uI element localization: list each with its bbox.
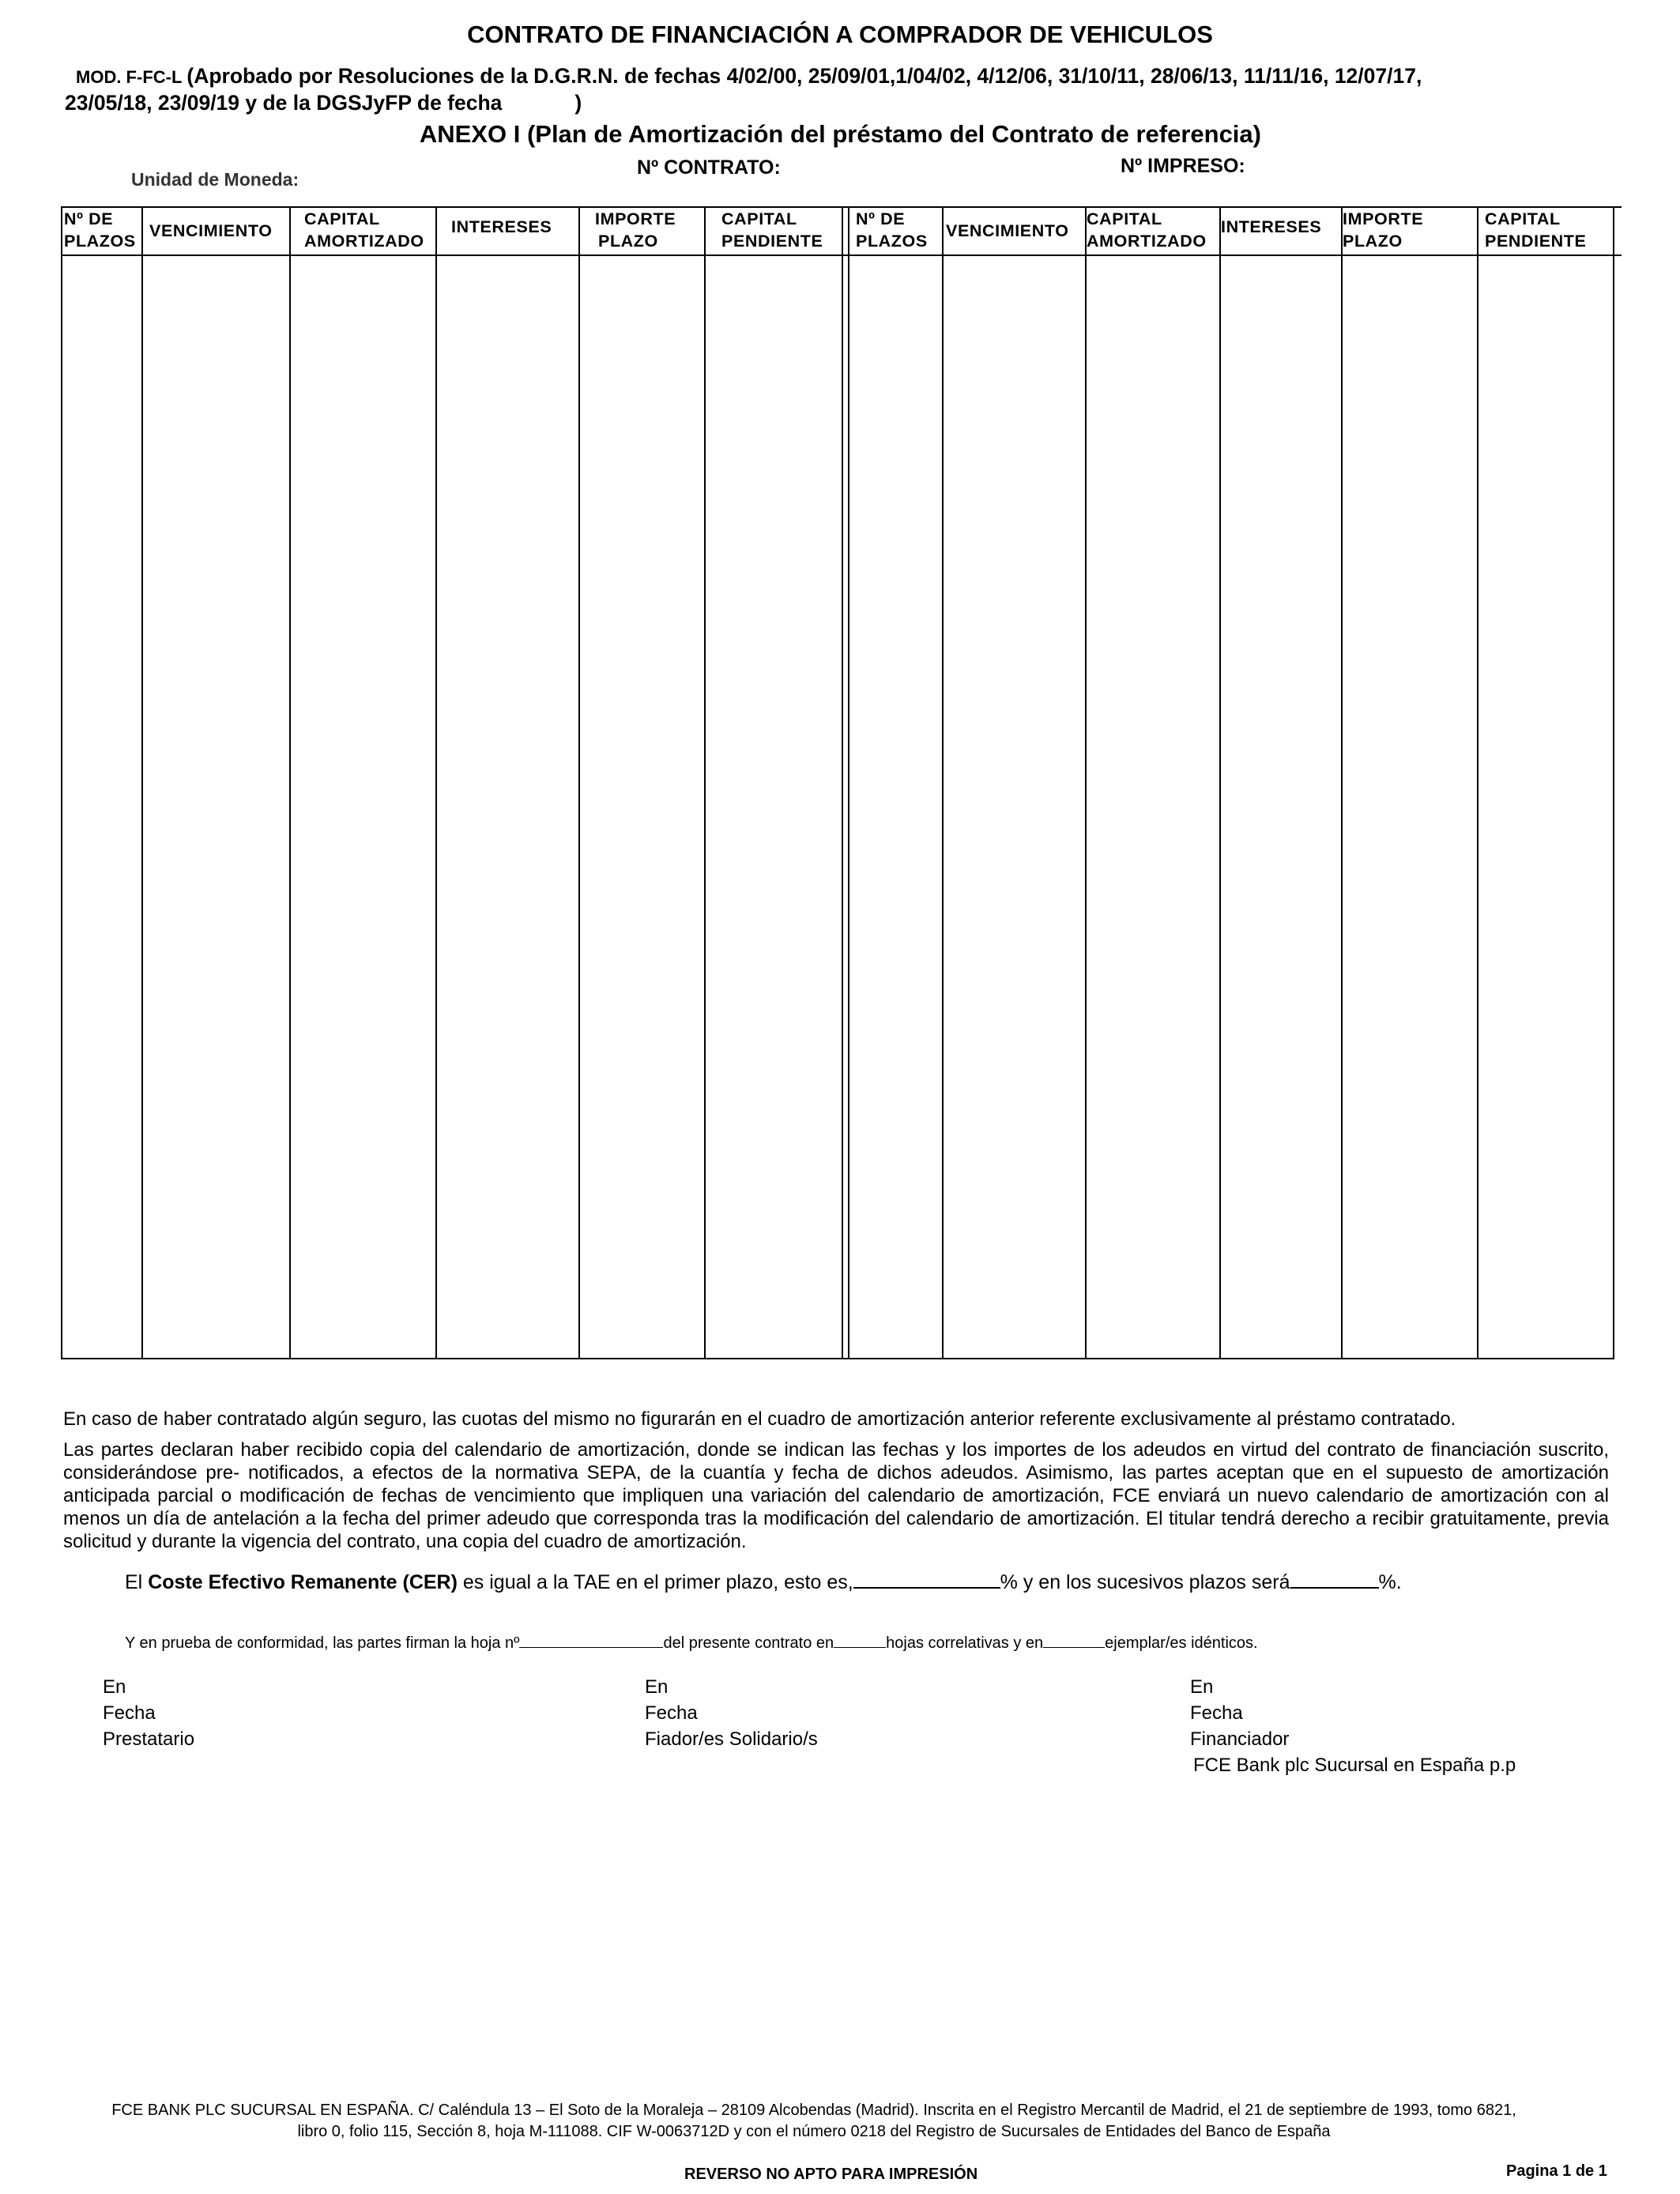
col-divider [435,206,437,1359]
insurance-note: En caso de haber contratado algún seguro, las cuotas del mismo no figurarán en el cuadro de amortización anterior referente exclusivamente al préstamo contratado. [63,1408,1456,1430]
signature-role: Fiador/es Solidario/s [645,1728,818,1750]
financier-entity: FCE Bank plc Sucursal en España p.p [1193,1755,1516,1776]
sheets-count-blank[interactable] [834,1647,886,1648]
parties-declaration: Las partes declaran haber recibido copia del calendario de amortización, donde se indican las fechas y los importes de los adeudos en virtud del contrato de financiación suscrito, considerándose pre- notificados, a efectos de la normativa SEPA, de la cuantía y fecha de dichos adeudos. Asimismo, las partes aceptan que en el supuesto de amortización anticipada parcial o modificación de fechas de vencimiento que impliquen una variación del calendario de amortización, FCE enviará un nuevo calendario de amortización con al menos un día de antelación a la fecha del primer adeudo que corresponda tras la modificación del calendario de amortización. El titular tendrá derecho a recibir gratuitamente, previa solicitud y durante la vigencia del contrato, una copia del cuadro de amortización. [63,1439,1609,1552]
table-bottom-border [61,1358,1614,1359]
conformity-statement: Y en prueba de conformidad, las partes firman la hoja nº del presente contrato en hojas correlativas y en ejemplar/es idénticos. [125,1634,1258,1652]
header-capital-amortizado: CAPITAL AMORTIZADO [304,209,424,251]
col-divider [289,206,291,1359]
sheet-number-blank[interactable] [519,1647,663,1648]
cer-following-blank[interactable] [1290,1587,1379,1589]
form-number-label: Nº IMPRESO: [1121,155,1245,177]
contract-number-label: Nº CONTRATO: [637,156,781,179]
cer-first-blank[interactable] [853,1587,1000,1589]
annex-title: ANEXO I (Plan de Amortización del préstamo del Contrato de referencia) [419,120,1261,148]
col-divider [61,206,62,1359]
col-divider [848,206,849,1359]
signature-date: Fecha [1190,1702,1243,1724]
header-capital-pendiente: CAPITAL PENDIENTE [721,209,823,251]
signature-date: Fecha [645,1702,698,1724]
signature-block-financier [1190,1674,1516,1778]
model-code: MOD. F-FC-L [76,67,183,87]
header-importe-plazo-right: IMPORTE PLAZO [1343,209,1424,251]
signature-role: Financiador [1190,1728,1290,1750]
signature-place: En [1190,1676,1214,1698]
footer-legal [47,2100,1580,2143]
col-divider [1477,206,1478,1359]
footer-line-2: libro 0, folio 115, Sección 8, hoja M-111088. CIF W-0063712D y con el número 0218 del Registro de Sucursales de Entidades del Banco de España [297,2123,1331,2140]
copies-count-blank[interactable] [1043,1647,1105,1648]
approval-text-line1: (Aprobado por Resoluciones de la D.G.R.N. de fechas 4/02/00, 25/09/01,1/04/02, 4/12/06, 31/10/11, 28/06/13, 11/11/16, 12/07/17, [186,64,1422,88]
header-plazos-right: Nº DE PLAZOS [856,209,928,251]
page-number: Pagina 1 de 1 [1506,2162,1607,2180]
cer-statement: El Coste Efectivo Remanente (CER) es igual a la TAE en el primer plazo, esto es, % y en los sucesivos plazos será %. [125,1571,1402,1593]
approval-reference [65,63,1637,115]
header-vencimiento: VENCIMIENTO [149,221,273,240]
signature-date: Fecha [103,1702,156,1724]
cer-term: Coste Efectivo Remanente (CER) [148,1571,458,1593]
col-divider [578,206,580,1359]
header-capital-pendiente-right: CAPITAL PENDIENTE [1485,209,1587,251]
col-divider [704,206,706,1359]
signature-block-borrower [103,1674,194,1752]
col-divider [1341,206,1343,1359]
header-vencimiento-right: VENCIMIENTO [946,221,1069,240]
signature-role: Prestatario [103,1728,195,1750]
col-divider [1219,206,1221,1359]
header-intereses-right: INTERESES [1221,217,1322,236]
header-capital-amortizado-right: CAPITAL AMORTIZADO [1087,209,1207,251]
header-plazos: Nº DE PLAZOS [64,209,136,251]
header-intereses: INTERESES [451,217,552,236]
signature-place: En [645,1676,669,1698]
amortization-table [61,206,1614,1359]
col-divider [942,206,944,1359]
footer-line-1: FCE BANK PLC SUCURSAL EN ESPAÑA. C/ Caléndula 13 – El Soto de la Moraleja – 28109 Alcobendas (Madrid). Inscrita en el Registro Mercantil de Madrid, el 21 de septiembre de 1993, tomo 6821, [111,2102,1516,2119]
document-title: CONTRATO DE FINANCIACIÓN A COMPRADOR DE VEHICULOS [467,21,1213,48]
approval-text-line2: 23/05/18, 23/09/19 y de la DGSJyFP de fecha [65,91,503,115]
signature-place: En [103,1676,126,1698]
col-divider [141,206,143,1359]
header-importe-plazo: IMPORTE PLAZO [595,209,676,251]
col-divider [1085,206,1087,1359]
col-divider [842,206,843,1359]
currency-unit-label: Unidad de Moneda: [131,169,299,190]
approval-text-close: ) [574,91,582,115]
reverse-notice: REVERSO NO APTO PARA IMPRESIÓN [684,2166,978,2183]
col-divider [1613,206,1614,1359]
signature-block-guarantor [645,1674,818,1752]
